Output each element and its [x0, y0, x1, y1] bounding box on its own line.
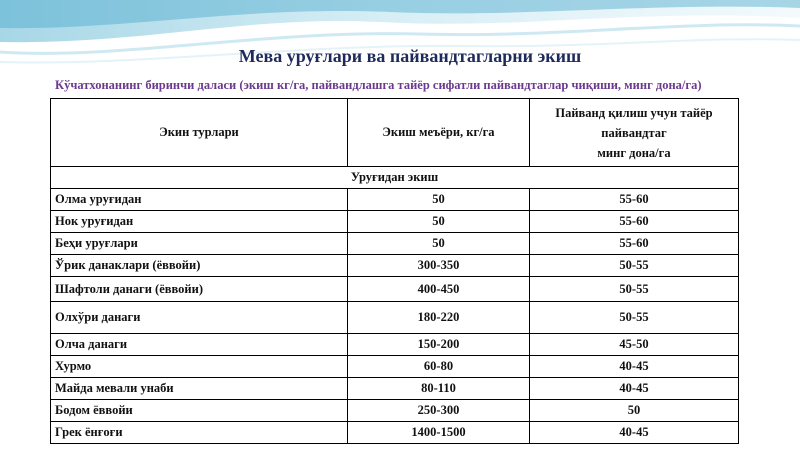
header-seeding-rate: Экиш меъёри, кг/га — [348, 99, 530, 167]
ready-rootstock: 40-45 — [530, 356, 739, 378]
seeding-rate: 150-200 — [348, 334, 530, 356]
page-title: Мева уруғлари ва пайвандтагларни экиш — [238, 46, 582, 66]
seeding-rate: 300-350 — [348, 255, 530, 277]
crop-name: Нок уруғидан — [51, 211, 348, 233]
header-crop-types: Экин турлари — [51, 99, 348, 167]
table-row — [51, 378, 739, 400]
section-seed-sowing: Уруғидан экиш — [51, 167, 739, 189]
table-row — [51, 189, 739, 211]
table-row — [51, 356, 739, 378]
crop-name: Ўрик данаклари (ёввойи) — [51, 255, 348, 277]
crop-name: Бодом ёввойи — [51, 400, 348, 422]
table-row — [51, 277, 739, 302]
seeding-table — [50, 98, 739, 444]
crop-name: Хурмо — [51, 356, 348, 378]
crop-name: Шафтоли данаги (ёввойи) — [51, 277, 348, 302]
crop-name: Грек ёнғоғи — [51, 422, 348, 444]
section-row — [51, 167, 739, 189]
header-row — [51, 99, 739, 167]
seeding-rate: 50 — [348, 189, 530, 211]
ready-rootstock: 55-60 — [530, 211, 739, 233]
table-row — [51, 400, 739, 422]
crop-name: Олча данаги — [51, 334, 348, 356]
page-subtitle: Кўчатхонанинг биринчи даласи (экиш кг/га, пайвандлашга тайёр сифатли пайвандтаглар чиқиши, минг дона/га) — [55, 78, 702, 92]
crop-name: Олхўри данаги — [51, 302, 348, 334]
table-row — [51, 334, 739, 356]
ready-rootstock: 40-45 — [530, 422, 739, 444]
ready-rootstock: 55-60 — [530, 189, 739, 211]
crop-name: Беҳи уруғлари — [51, 233, 348, 255]
table-row — [51, 422, 739, 444]
ready-rootstock: 40-45 — [530, 378, 739, 400]
table-row — [51, 302, 739, 334]
table-row — [51, 211, 739, 233]
seeding-rate: 50 — [348, 233, 530, 255]
header-ready-line-1: Пайванд қилиш учун тайёр — [555, 105, 713, 120]
table-row — [51, 233, 739, 255]
crop-name: Олма уруғидан — [51, 189, 348, 211]
ready-rootstock: 45-50 — [530, 334, 739, 356]
ready-rootstock: 55-60 — [530, 233, 739, 255]
ready-rootstock: 50-55 — [530, 302, 739, 334]
seeding-rate: 50 — [348, 211, 530, 233]
seeding-rate: 400-450 — [348, 277, 530, 302]
seeding-rate: 1400-1500 — [348, 422, 530, 444]
seeding-rate: 250-300 — [348, 400, 530, 422]
ready-rootstock: 50 — [530, 400, 739, 422]
seeding-rate: 80-110 — [348, 378, 530, 400]
header-ready-rootstock — [530, 99, 739, 167]
header-ready-line-3: минг дона/га — [597, 145, 671, 160]
ready-rootstock: 50-55 — [530, 255, 739, 277]
header-ready-line-2: пайвандтаг — [601, 125, 667, 140]
table-row — [51, 255, 739, 277]
crop-name: Майда мевали унаби — [51, 378, 348, 400]
ready-rootstock: 50-55 — [530, 277, 739, 302]
seeding-rate: 180-220 — [348, 302, 530, 334]
seeding-rate: 60-80 — [348, 356, 530, 378]
